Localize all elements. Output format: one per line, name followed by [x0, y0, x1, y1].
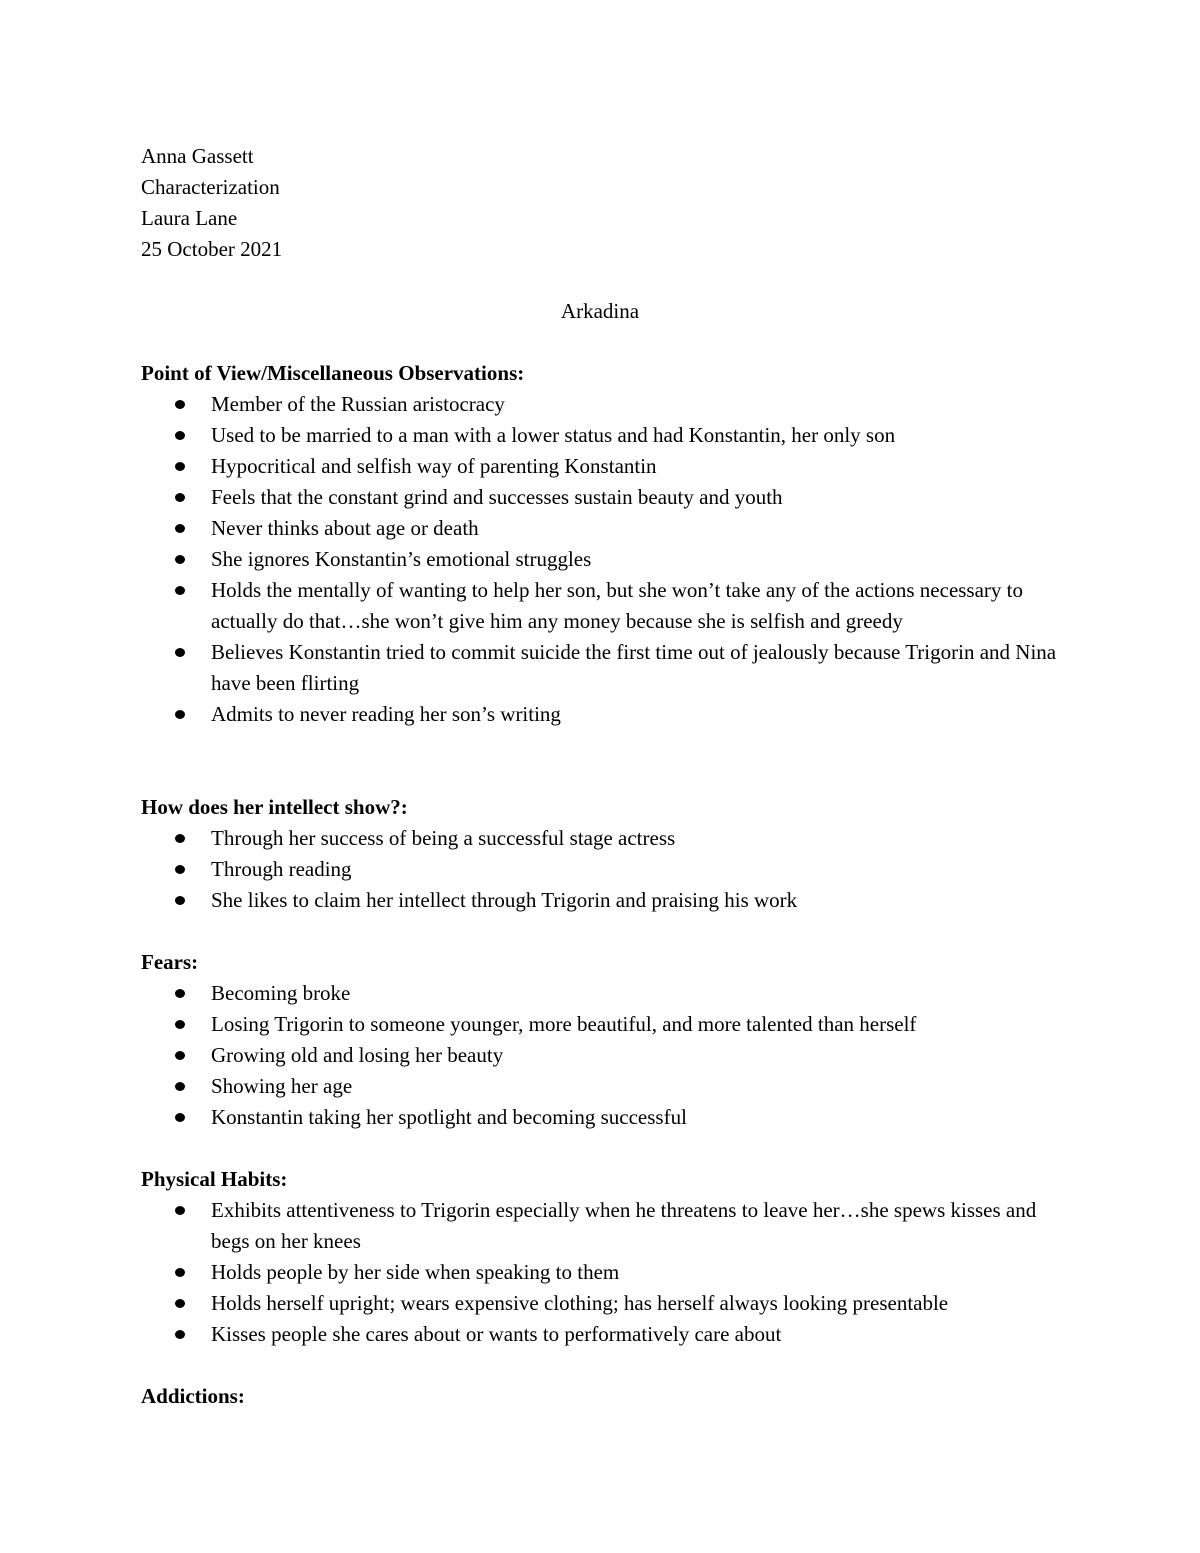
section-heading: Fears: — [141, 950, 199, 974]
list-item-text: Holds people by her side when speaking to them — [211, 1260, 620, 1284]
list-item-text: Through her success of being a successful stage actress — [211, 826, 676, 850]
assignment-name: Characterization — [141, 175, 280, 199]
bullet-list — [141, 389, 1061, 730]
bullet-list — [141, 978, 1061, 1133]
section-heading: Addictions: — [141, 1384, 245, 1408]
bullet-icon — [175, 1113, 185, 1122]
list-item-text: Never thinks about age or death — [211, 516, 479, 540]
list-item-text: Becoming broke — [211, 981, 351, 1005]
bullet-icon — [175, 493, 185, 502]
list-item-text: Kisses people she cares about or wants to performatively care about — [211, 1322, 782, 1346]
list-item — [141, 389, 1061, 420]
list-item — [141, 637, 1061, 699]
bullet-icon — [175, 710, 185, 719]
list-item-text: Konstantin taking her spotlight and becoming successful — [211, 1105, 687, 1129]
list-item-text: Growing old and losing her beauty — [211, 1043, 504, 1067]
list-item — [141, 1195, 1061, 1257]
list-item — [141, 823, 1061, 854]
list-item-text: Member of the Russian aristocracy — [211, 392, 505, 416]
document-date: 25 October 2021 — [141, 237, 283, 261]
list-item — [141, 978, 1061, 1009]
list-item — [141, 1009, 1061, 1040]
list-item — [141, 1257, 1061, 1288]
bullet-icon — [175, 1330, 185, 1339]
section-addictions — [141, 1381, 1061, 1412]
list-item-text: Admits to never reading her son’s writing — [211, 702, 561, 726]
document-header — [141, 141, 1041, 265]
instructor-name: Laura Lane — [141, 206, 238, 230]
list-item — [141, 1071, 1061, 1102]
section-heading: Physical Habits: — [141, 1167, 288, 1191]
list-item — [141, 1288, 1061, 1319]
list-item — [141, 1319, 1061, 1350]
list-item — [141, 420, 1061, 451]
bullet-icon — [175, 865, 185, 874]
bullet-icon — [175, 431, 185, 440]
section-physical-habits — [141, 1164, 1061, 1350]
bullet-icon — [175, 1268, 185, 1277]
list-item-text: Holds herself upright; wears expensive clothing; has herself always looking presentable — [211, 1291, 949, 1315]
bullet-icon — [175, 555, 185, 564]
list-item-text: Exhibits attentiveness to Trigorin especially when he threatens to leave her…she spews kisses and begs on her knees — [211, 1198, 1037, 1253]
list-item — [141, 885, 1061, 916]
list-item — [141, 699, 1061, 730]
list-item-text: Holds the mentally of wanting to help her son, but she won’t take any of the actions necessary to actually do that…she won’t give him any money because she is selfish and greedy — [211, 578, 1024, 633]
bullet-icon — [175, 586, 185, 595]
bullet-icon — [175, 1206, 185, 1215]
list-item-text: Feels that the constant grind and successes sustain beauty and youth — [211, 485, 783, 509]
list-item-text: Losing Trigorin to someone younger, more beautiful, and more talented than herself — [211, 1012, 917, 1036]
list-item — [141, 451, 1061, 482]
list-item — [141, 482, 1061, 513]
bullet-icon — [175, 648, 185, 657]
section-heading: How does her intellect show?: — [141, 795, 408, 819]
bullet-list — [141, 823, 1061, 916]
list-item — [141, 1102, 1061, 1133]
bullet-icon — [175, 462, 185, 471]
list-item-text: She likes to claim her intellect through Trigorin and praising his work — [211, 888, 798, 912]
section-point-of-view — [141, 358, 1061, 730]
list-item-text: Hypocritical and selfish way of parenting Konstantin — [211, 454, 657, 478]
bullet-icon — [175, 1020, 185, 1029]
document-title: Arkadina — [560, 299, 640, 323]
list-item-text: Used to be married to a man with a lower status and had Konstantin, her only son — [211, 423, 896, 447]
list-item — [141, 854, 1061, 885]
bullet-icon — [175, 400, 185, 409]
bullet-list — [141, 1195, 1061, 1350]
list-item — [141, 544, 1061, 575]
bullet-icon — [175, 896, 185, 905]
list-item — [141, 1040, 1061, 1071]
bullet-icon — [175, 1299, 185, 1308]
bullet-icon — [175, 1051, 185, 1060]
author-name: Anna Gassett — [141, 144, 254, 168]
list-item-text: Through reading — [211, 857, 352, 881]
list-item-text: Believes Konstantin tried to commit suicide the first time out of jealously because Trigorin and Nina have been flirting — [211, 640, 1057, 695]
section-heading: Point of View/Miscellaneous Observations: — [141, 361, 525, 385]
bullet-icon — [175, 1082, 185, 1091]
list-item — [141, 513, 1061, 544]
list-item — [141, 575, 1061, 637]
bullet-icon — [175, 834, 185, 843]
section-fears — [141, 947, 1061, 1133]
list-item-text: She ignores Konstantin’s emotional struggles — [211, 547, 592, 571]
list-item-text: Showing her age — [211, 1074, 353, 1098]
bullet-icon — [175, 989, 185, 998]
section-intellect — [141, 792, 1061, 916]
bullet-icon — [175, 524, 185, 533]
